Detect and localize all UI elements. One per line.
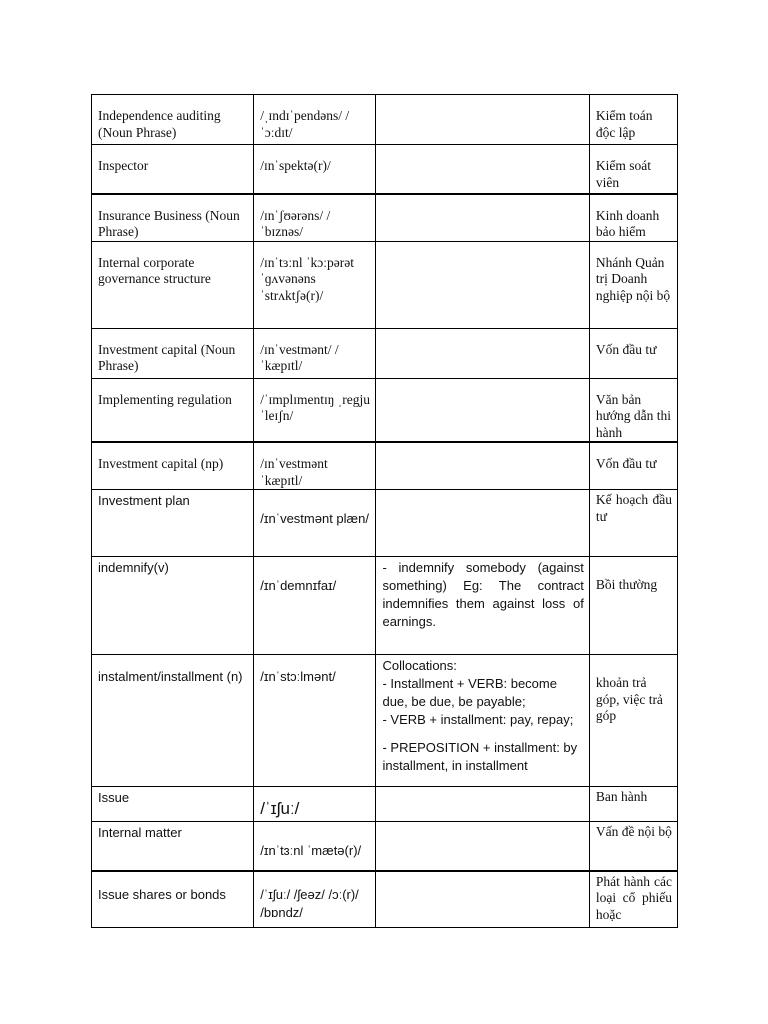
note-cell: [376, 822, 589, 871]
meaning-cell: Vấn đề nội bộ: [589, 822, 677, 871]
note-cell: [376, 442, 589, 490]
collocation-line: - PREPOSITION + installment: by installment, in installment: [382, 740, 578, 773]
table-row: [92, 145, 678, 194]
term-cell: Insurance Business (Noun Phrase): [92, 194, 254, 242]
term-cell: instalment/installment (n): [92, 655, 254, 787]
table-row: [92, 194, 678, 242]
pronunciation-cell: /ɪnˈvestmənt ˈkæpɪtl/: [254, 442, 376, 490]
table-row: [92, 442, 678, 490]
meaning-cell: Kiểm toán độc lập: [589, 95, 677, 145]
note-cell: [376, 95, 589, 145]
pronunciation-cell: /ˌɪndɪˈpendəns/ /ˈɔːdɪt/: [254, 95, 376, 145]
meaning-cell: Kiểm soát viên: [589, 145, 677, 194]
meaning-cell: Văn bản hướng dẫn thi hành: [589, 378, 677, 442]
meaning-cell: Vốn đầu tư: [589, 442, 677, 490]
term-cell: Implementing regulation: [92, 378, 254, 442]
note-cell: [376, 241, 589, 328]
meaning-cell: Kinh doanh bảo hiểm: [589, 194, 677, 242]
note-cell: [376, 787, 589, 822]
pronunciation-cell: /ɪnˈʃʊərəns/ /ˈbɪznəs/: [254, 194, 376, 242]
table-row: [92, 822, 678, 871]
note-cell: [376, 655, 589, 787]
table-row: [92, 655, 678, 787]
table-row: [92, 490, 678, 557]
table-row: [92, 378, 678, 442]
glossary-table: [91, 94, 678, 928]
pronunciation-cell: /ɪnˈspektə(r)/: [254, 145, 376, 194]
pronunciation-cell: /ɪnˈtɜːnl ˈmætə(r)/: [254, 822, 376, 871]
note-cell: [376, 490, 589, 557]
pronunciation-cell: /ɪnˈtɜːnl ˈkɔːpərət ˈɡʌvənəns ˈstrʌktʃə(r)/: [254, 241, 376, 328]
note-cell: [376, 871, 589, 928]
pronunciation-cell: /ˈɪʃuː/ /ʃeəz/ /ɔː(r)/ /bɒndz/: [254, 871, 376, 928]
note-cell: [376, 378, 589, 442]
meaning-cell: Kế hoạch đầu tư: [589, 490, 677, 557]
table-row: [92, 787, 678, 822]
pronunciation-cell: /ɪnˈstɔːlmənt/: [254, 655, 376, 787]
term-cell: Issue: [92, 787, 254, 822]
term-cell: Issue shares or bonds: [92, 871, 254, 928]
meaning-cell: Nhánh Quản trị Doanh nghiệp nội bộ: [589, 241, 677, 328]
pronunciation-cell: /ɪnˈdemnɪfaɪ/: [254, 557, 376, 655]
term-cell: Investment capital (Noun Phrase): [92, 328, 254, 378]
collocation-line: - VERB + installment: pay, repay;: [382, 712, 574, 727]
meaning-cell: [589, 871, 677, 928]
note-cell: [376, 328, 589, 378]
table-row: [92, 871, 678, 928]
table-row: [92, 241, 678, 328]
note-cell: [376, 145, 589, 194]
term-cell: Investment plan: [92, 490, 254, 557]
term-cell: indemnify(v): [92, 557, 254, 655]
pronunciation-cell: /ˈɪʃuː/: [254, 787, 376, 822]
note-cell: - indemnify somebody (against something) Eg: The contract indemnifies them against loss of earnings.: [376, 557, 589, 655]
note-cell: [376, 194, 589, 242]
meaning-cell: Ban hành: [589, 787, 677, 822]
term-cell: Internal matter: [92, 822, 254, 871]
meaning-cell: khoản trả góp, việc trả góp: [589, 655, 677, 787]
meaning-cell: Bồi thường: [589, 557, 677, 655]
meaning-text: Phát hành các loại cổ phiếu hoặc: [595, 873, 672, 922]
term-cell: Independence auditing (Noun Phrase): [92, 95, 254, 145]
collocations-heading: Collocations:: [382, 658, 457, 673]
pronunciation-cell: /ˈɪmplɪmentɪŋ ˌregjuˈleɪʃn/: [254, 378, 376, 442]
table-row: [92, 328, 678, 378]
table-row: [92, 95, 678, 145]
term-cell: Investment capital (np): [92, 442, 254, 490]
term-cell: Inspector: [92, 145, 254, 194]
collocation-line: - Installment + VERB: become due, be due, be payable;: [382, 676, 557, 709]
pronunciation-cell: /ɪnˈvestmənt/ /ˈkæpɪtl/: [254, 328, 376, 378]
meaning-cell: Vốn đầu tư: [589, 328, 677, 378]
term-cell: Internal corporate governance structure: [92, 241, 254, 328]
pronunciation-cell: /ɪnˈvestmənt plæn/: [254, 490, 376, 557]
table-row: [92, 557, 678, 655]
